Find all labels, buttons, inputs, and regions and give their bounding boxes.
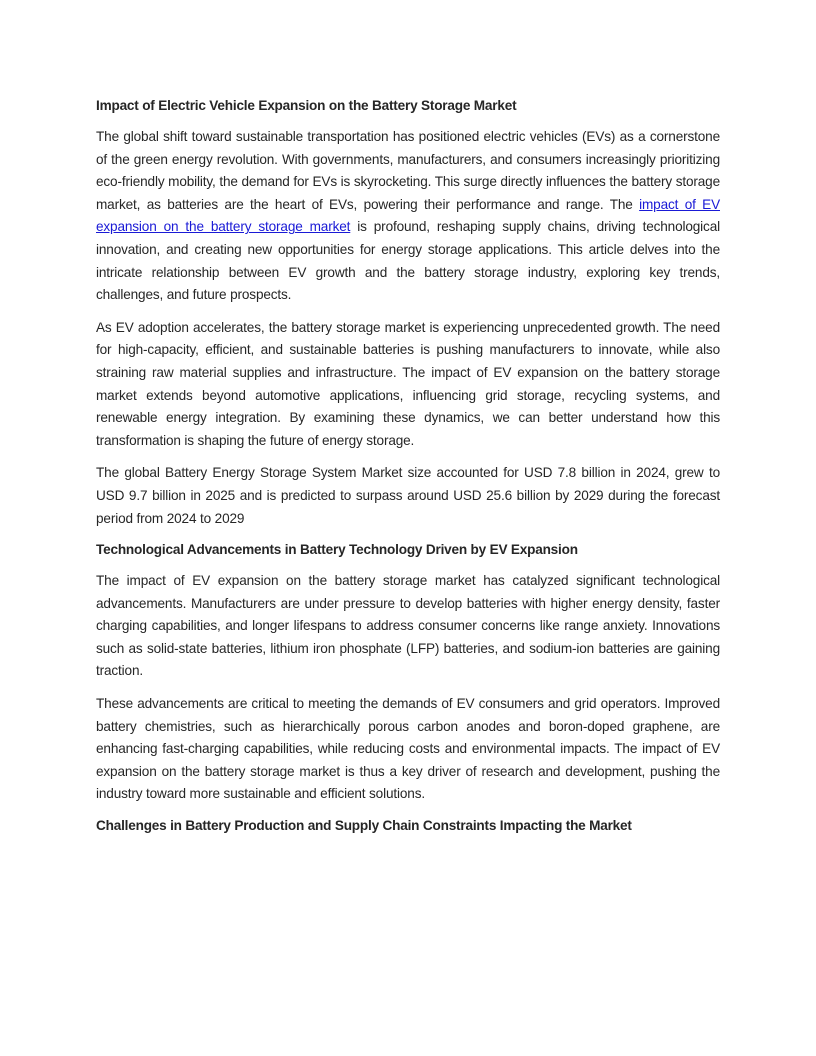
intro-text-after-link: is profound, reshaping supply chains, driving technological innovation, and creating new opportunities for energy storage applications. This article delves into the intricate relationship between EV growth and the battery storage industry, exploring key trends, challenges, and future prospects. <box>96 219 720 303</box>
adoption-paragraph: As EV adoption accelerates, the battery storage market is experiencing unprecedented growth. The need for high-capacity, efficient, and sustainable batteries is pushing manufacturers to innovate, while also straining raw material supplies and infrastructure. The impact of EV expansion on the battery storage market extends beyond automotive applications, influencing grid storage, recycling systems, and renewable energy integration. By examining these dynamics, we can better understand how this transformation is shaping the future of energy storage. <box>96 319 720 448</box>
document-title: Impact of Electric Vehicle Expansion on the Battery Storage Market <box>96 98 517 113</box>
intro-paragraph <box>96 126 720 307</box>
document-page <box>96 96 720 846</box>
ev-expansion-link[interactable]: impact of EV expansion on the battery storage market <box>96 196 720 235</box>
section-heading-technological-advancements: Technological Advancements in Battery Technology Driven by EV Expansion <box>96 542 578 558</box>
intro-text-before-link: The global shift toward sustainable transportation has positioned electric vehicles (EVs) as a cornerstone of the green energy revolution. With governments, manufacturers, and consumers increasingly prioritizing eco-friendly mobility, the demand for EVs is skyrocketing. This surge directly influences the battery storage market, as batteries are the heart of EVs, powering their performance and range. The <box>96 129 720 212</box>
advancements-paragraph-1: The impact of EV expansion on the battery storage market has catalyzed significant technological advancements. Manufacturers are under pressure to develop batteries with higher energy density, faster charging capabilities, and longer lifespans to address consumer concerns like range anxiety. Innovations such as solid-state batteries, lithium iron phosphate (LFP) batteries, and sodium-ion batteries are gaining traction. <box>96 573 720 679</box>
advancements-paragraph-2: These advancements are critical to meeting the demands of EV consumers and grid operators. Improved battery chemistries, such as hierarchically porous carbon anodes and boron-doped graphene, are enhancing fast-charging capabilities, while reducing costs and environmental impacts. The impact of EV expansion on the battery storage market is thus a key driver of research and development, pushing the industry toward more sustainable and efficient solutions. <box>96 696 720 802</box>
section-heading-challenges: Challenges in Battery Production and Supply Chain Constraints Impacting the Market <box>96 818 632 834</box>
market-size-paragraph: The global Battery Energy Storage System Market size accounted for USD 7.8 billion in 2024, grew to USD 9.7 billion in 2025 and is predicted to surpass around USD 25.6 billion by 2029 during the forecast period from 2024 to 2029 <box>96 465 720 526</box>
